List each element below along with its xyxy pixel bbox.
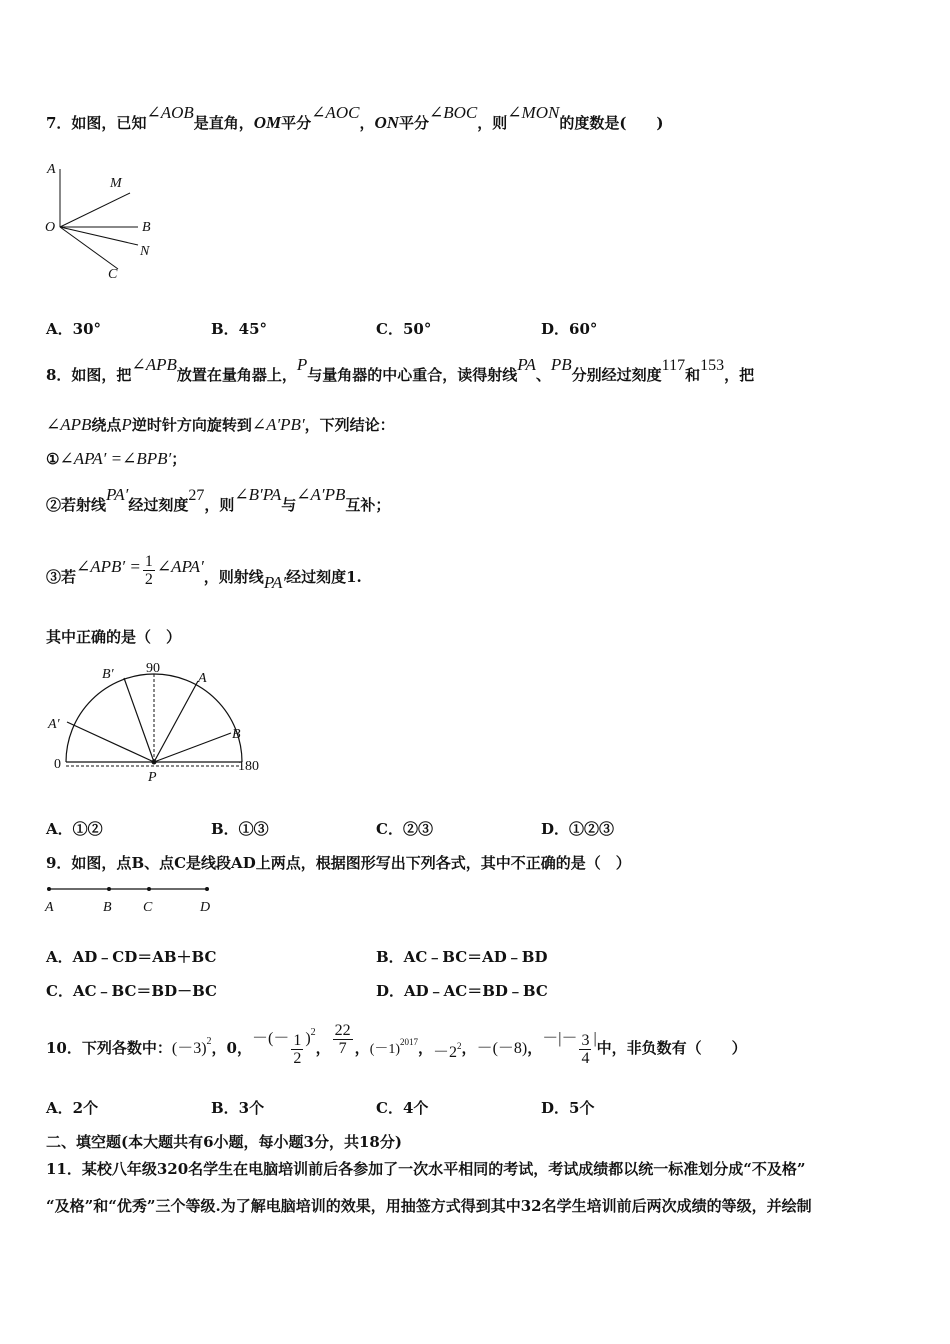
q8-text: ③若: [46, 568, 77, 586]
q8-text: 与: [281, 496, 297, 514]
q10-expr-6: －(－8): [476, 1040, 528, 1057]
q9-segment-figure: [40, 878, 230, 918]
q10-exponent: 2017: [400, 1037, 419, 1047]
q8-label-b: B: [232, 727, 241, 742]
fraction-denominator: 4: [581, 1049, 590, 1067]
q7-on: ON: [374, 113, 400, 132]
q8-ray-pa: PA: [517, 355, 536, 374]
fraction-denominator: 7: [338, 1039, 347, 1057]
q10-exponent: 2: [310, 1027, 316, 1038]
q8-fraction-half: [143, 553, 155, 588]
q8-label-b-prime: B′: [102, 667, 114, 682]
q8-label-180: 180: [238, 759, 259, 774]
q8-statement-2: [46, 485, 391, 517]
q7-option-a: A．30°: [46, 320, 102, 338]
q8-value-117: 117: [661, 357, 686, 374]
q8-text: ②若射线: [46, 496, 107, 514]
q10-text: ，: [354, 1039, 370, 1057]
q9-option-c: C．AC﹣BC＝BD－BC: [46, 982, 217, 1000]
q7-figure: [40, 155, 170, 285]
q8-angle-apb-prime: ∠A′PB′: [251, 415, 305, 434]
q10-expr-1: (－3): [171, 1040, 207, 1057]
q8-text: 逆时针方向旋转到: [131, 416, 252, 434]
q8-angle-apb: ∠APB: [131, 355, 177, 374]
q8-text: 8．如图，把: [46, 366, 132, 384]
q8-expr-lhs: ∠APB′ =: [76, 557, 141, 576]
q10-exponent: 2: [457, 1041, 462, 1051]
q8-text: ，则射线: [203, 568, 264, 586]
q8-statement-1: [46, 448, 186, 470]
q8-text: 、: [535, 366, 551, 384]
q8-label-a: A: [198, 671, 207, 686]
q8-text: 与量角器的中心重合，读得射线: [307, 366, 518, 384]
q10-exponent: 2: [206, 1036, 212, 1047]
q8-ray-pb: PB: [550, 355, 572, 374]
q7-text: ，则: [477, 114, 508, 132]
q9-label-b: B: [103, 900, 112, 915]
q10-fraction-22-7: [333, 1022, 353, 1057]
q7-text: ，: [359, 114, 375, 132]
q8-text: ，则: [204, 496, 235, 514]
q10-option-b: B．3个: [211, 1099, 265, 1117]
q7-text: 平分: [399, 114, 430, 132]
q8-label-90: 90: [146, 661, 160, 676]
q8-statement-3: [46, 552, 362, 596]
q11-line-1: 11．某校八年级320名学生在电脑培训前后各参加了一次水平相同的考试，考试成绩都以统一标准划分成“不及格”: [46, 1160, 806, 1178]
q9-option-b: B．AC﹣BC＝AD﹣BD: [376, 948, 548, 966]
q8-expr: ∠APA′ =∠BPB′: [59, 449, 172, 468]
q7-text: 的度数是( ): [559, 114, 664, 132]
q7-label-a: A: [47, 162, 56, 177]
q8-angle-apb: ∠APB: [46, 415, 92, 434]
q10-stem: [46, 1021, 747, 1073]
q10-fraction-3-4: [579, 1032, 591, 1067]
q10-text: 中，非负数有（ ）: [596, 1039, 747, 1057]
fraction-numerator: 1: [144, 552, 153, 570]
fraction-numerator: 3: [581, 1031, 590, 1049]
q10-text: ，: [527, 1039, 543, 1057]
q10-expr-7-close: |: [593, 1030, 597, 1047]
q10-fraction-half: [291, 1032, 303, 1067]
q8-ray-pa-prime: PA′: [263, 573, 287, 592]
q10-text: ，0，: [211, 1039, 252, 1057]
q7-option-b: B．45°: [211, 320, 268, 338]
q8-text: 和: [685, 366, 701, 384]
q8-text: 绕点: [91, 416, 122, 434]
q8-ray-pa-prime: PA′: [106, 485, 129, 504]
q7-angle-aob: ∠AOB: [146, 103, 194, 122]
fraction-denominator: 2: [144, 570, 153, 588]
q10-expr-2-close: ): [305, 1030, 311, 1047]
q7-stem: [46, 103, 664, 134]
q10-text: ，: [315, 1039, 331, 1057]
q8-angle-apb2: ∠A′PB: [296, 485, 346, 504]
q8-text: 互补；: [345, 496, 391, 514]
q8-label-p: P: [148, 770, 157, 785]
q8-option-a: A．①②: [46, 820, 103, 838]
q10-option-c: C．4个: [376, 1099, 429, 1117]
q8-option-c: C．②③: [376, 820, 433, 838]
fraction-numerator: 1: [293, 1031, 302, 1049]
q8-value-27: 27: [188, 487, 205, 504]
q8-mark: ①: [46, 450, 60, 468]
q7-text: 7．如图，已知: [46, 114, 147, 132]
q8-option-d: D．①②③: [541, 820, 615, 838]
q8-text: 经过刻度1.: [286, 568, 362, 586]
q9-label-d: D: [200, 900, 211, 915]
q10-option-d: D．5个: [541, 1099, 595, 1117]
q9-stem: 9．如图，点B、点C是线段AD上两点，根据图形写出下列各式，其中不正确的是（ ）: [46, 854, 631, 872]
q9-option-a: A．AD﹣CD＝AB＋BC: [46, 948, 217, 966]
q7-label-b: B: [142, 220, 151, 235]
fraction-denominator: 2: [293, 1049, 302, 1067]
q11-line-2: “及格”和“优秀”三个等级.为了解电脑培训的效果，用抽签方式得到其中32名学生培训前后两次成绩的等级，并绘制: [46, 1197, 812, 1215]
q8-stem-line1: [46, 355, 755, 387]
q7-label-n: N: [140, 244, 150, 259]
q8-expr-rhs: ∠APA′: [156, 557, 204, 576]
q8-label-0: 0: [54, 757, 61, 772]
q10-expr-4: (－1): [369, 1042, 401, 1057]
q10-option-a: A．2个: [46, 1099, 99, 1117]
q8-value-153: 153: [700, 357, 725, 374]
q7-angle-mon: ∠MON: [507, 103, 560, 122]
q7-text: 是直角，: [193, 114, 254, 132]
q9-label-a: A: [45, 900, 54, 915]
q8-text: ；: [171, 450, 187, 468]
q10-text: 10．下列各数中：: [46, 1039, 172, 1057]
q8-point-p: P: [296, 355, 308, 374]
q7-option-d: D．60°: [541, 320, 598, 338]
q8-ask: 其中正确的是（ ）: [46, 628, 182, 646]
q7-angle-aoc: ∠AOC: [311, 103, 360, 122]
q9-label-c: C: [143, 900, 153, 915]
q8-protractor-figure: [40, 655, 280, 790]
q7-label-o: O: [45, 220, 56, 235]
q10-expr-5: －2: [433, 1044, 458, 1061]
q8-text: 放置在量角器上，: [176, 366, 297, 384]
q8-text: ，下列结论：: [304, 416, 395, 434]
section-heading: 二、填空题(本大题共有6小题，每小题3分，共18分): [46, 1133, 402, 1151]
q10-expr-7: －|－: [542, 1030, 578, 1047]
q8-text: 分别经过刻度: [571, 366, 662, 384]
q7-text: 平分: [281, 114, 312, 132]
q8-label-a-prime: A′: [48, 717, 60, 732]
q7-option-c: C．50°: [376, 320, 432, 338]
q8-angle-bpa: ∠B′PA: [234, 485, 282, 504]
q7-label-c: C: [108, 267, 118, 282]
q8-text: ，把: [724, 366, 755, 384]
q8-point-p: P: [121, 415, 132, 434]
fraction-numerator: 22: [334, 1021, 351, 1039]
q9-option-d: D．AD﹣AC＝BD﹣BC: [376, 982, 548, 1000]
q10-text: ，: [418, 1039, 434, 1057]
q8-stem-line2: [46, 414, 395, 436]
q8-option-b: B．①③: [211, 820, 269, 838]
q7-angle-boc: ∠BOC: [429, 103, 478, 122]
q7-om: OM: [253, 113, 282, 132]
q7-label-m: M: [110, 176, 122, 191]
q10-expr-2: －(－: [251, 1030, 290, 1047]
q10-text: ，: [461, 1039, 477, 1057]
q8-text: 经过刻度: [128, 496, 189, 514]
